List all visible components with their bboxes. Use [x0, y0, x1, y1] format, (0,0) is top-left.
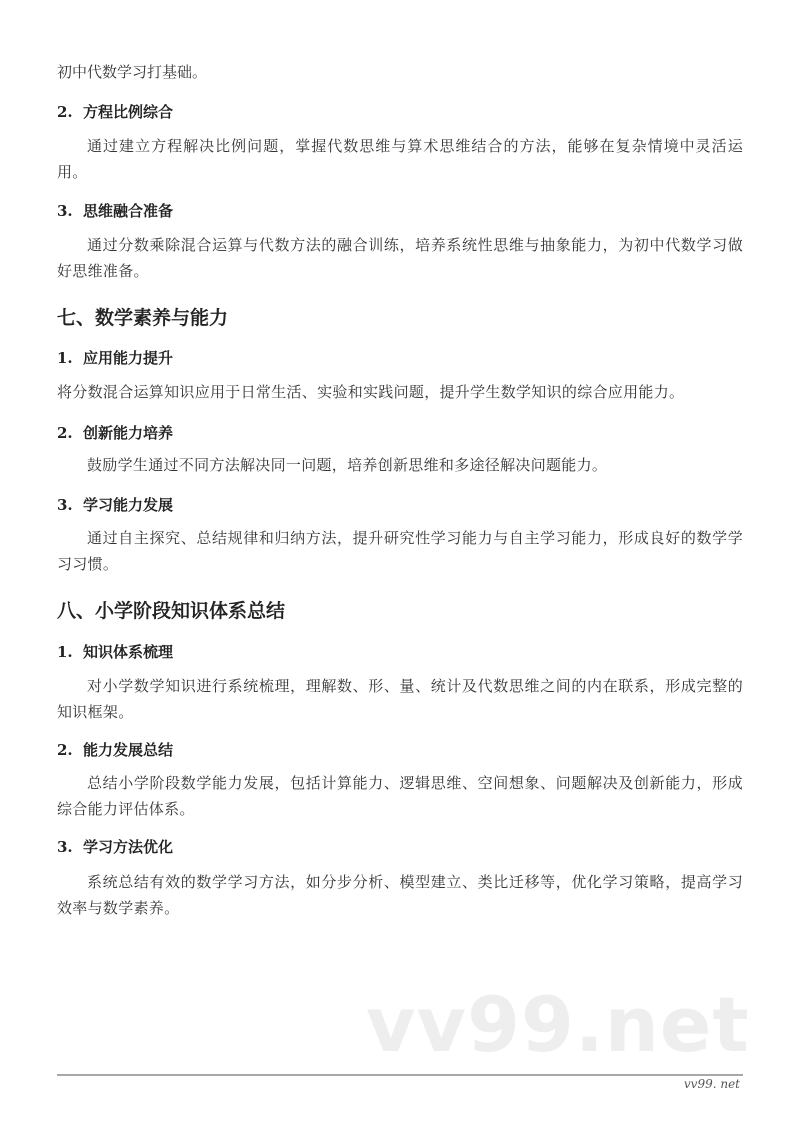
- paragraph: 通过自主探究、总结规律和归纳方法，提升研究性学习能力与自主学习能力，形成良好的数学学习习惯。: [57, 529, 743, 573]
- subheading-learning-ability: [57, 495, 173, 515]
- subheading-title: 创新能力培养: [83, 424, 174, 442]
- subheading-number: 1.: [57, 643, 73, 661]
- subheading-number: 3.: [57, 496, 73, 514]
- section-heading-7: 七、数学素养与能力: [57, 307, 229, 329]
- subheading-ability-summary: [57, 740, 173, 760]
- subheading-equation-ratio: [57, 102, 173, 122]
- paragraph: 系统总结有效的数学学习方法，如分步分析、模型建立、类比迁移等，优化学习策略，提高学习效率与数学素养。: [57, 873, 743, 917]
- subheading-title: 能力发展总结: [83, 741, 174, 759]
- subheading-number: 3.: [57, 202, 73, 220]
- paragraph: 通过建立方程解决比例问题，掌握代数思维与算术思维结合的方法，能够在复杂情境中灵活运用。: [57, 137, 743, 181]
- subheading-number: 2.: [57, 424, 73, 442]
- subheading-title: 学习能力发展: [83, 496, 174, 514]
- paragraph: 总结小学阶段数学能力发展，包括计算能力、逻辑思维、空间想象、问题解决及创新能力，形成综合能力评估体系。: [57, 774, 743, 818]
- subheading-title: 知识体系梳理: [83, 643, 174, 661]
- subheading-title: 思维融合准备: [83, 202, 174, 220]
- paragraph: 对小学数学知识进行系统梳理，理解数、形、量、统计及代数思维之间的内在联系，形成完整的知识框架。: [57, 677, 743, 721]
- subheading-number: 2.: [57, 103, 73, 121]
- subheading-number: 3.: [57, 838, 73, 856]
- subheading-title: 应用能力提升: [83, 349, 174, 367]
- paragraph: 鼓励学生通过不同方法解决同一问题，培养创新思维和多途径解决问题能力。: [87, 456, 608, 474]
- subheading-application: [57, 348, 173, 368]
- section-heading-8: 八、小学阶段知识体系总结: [57, 600, 286, 622]
- subheading-knowledge-system: [57, 642, 173, 662]
- subheading-thinking-fusion: [57, 201, 173, 221]
- subheading-number: 2.: [57, 741, 73, 759]
- subheading-title: 学习方法优化: [83, 838, 174, 856]
- subheading-number: 1.: [57, 349, 73, 367]
- continuation-text: 初中代数学习打基础。: [57, 63, 208, 81]
- footer-divider: [57, 1074, 743, 1076]
- paragraph: 通过分数乘除混合运算与代数方法的融合训练，培养系统性思维与抽象能力，为初中代数学习做好思维准备。: [57, 236, 743, 280]
- subheading-method-optimization: [57, 837, 173, 857]
- watermark: vv99.net: [366, 980, 750, 1069]
- paragraph: 将分数混合运算知识应用于日常生活、实验和实践问题，提升学生数学知识的综合应用能力。: [57, 383, 685, 401]
- subheading-title: 方程比例综合: [83, 103, 174, 121]
- footer-site-label: vv99. net: [683, 1077, 740, 1091]
- subheading-innovation: [57, 423, 173, 443]
